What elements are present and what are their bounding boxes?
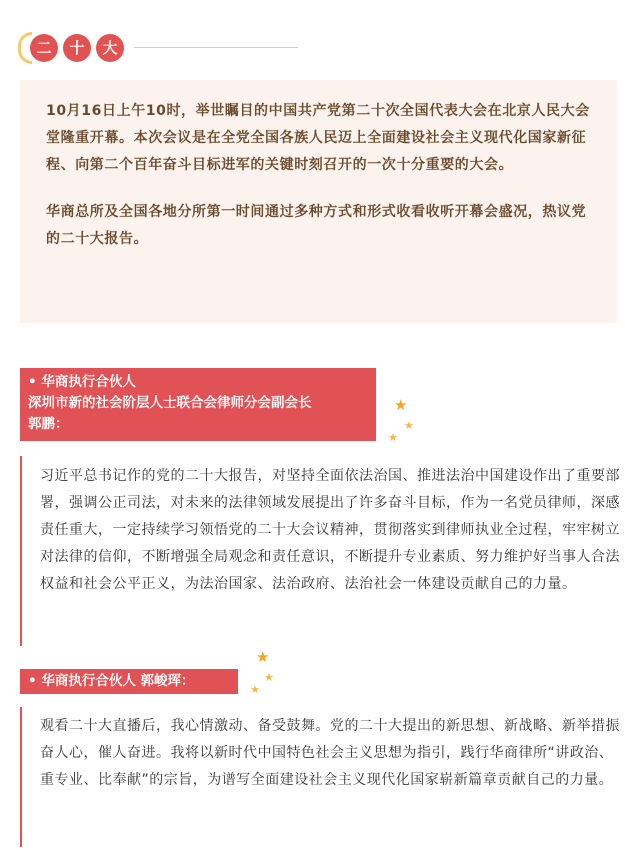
title-char-3: 大 <box>96 34 124 62</box>
title-char-1: 二 <box>30 34 58 62</box>
star-icon: ★ <box>404 419 414 432</box>
title-divider <box>134 47 298 48</box>
section-title <box>18 30 298 66</box>
intro-paragraph-1: 10月16日上午10时，举世瞩目的中国共产党第二十次全国代表大会在北京人民大会堂隆重开幕。本次会议是在全党全国各族人民迈上全面建设社会主义现代化国家新征程、向第二个百年奋斗目标进军的关键时刻召开的一次十分重要的大会。 <box>46 103 590 173</box>
title-char-2: 十 <box>63 34 91 62</box>
star-icon: ★ <box>394 396 408 414</box>
star-icon: ★ <box>388 431 398 444</box>
banner-line: • 华商执行合伙人 <box>28 374 136 390</box>
speaker-banner-1 <box>20 368 376 441</box>
intro-box <box>20 80 617 323</box>
star-icon: ★ <box>256 648 270 666</box>
quote-text: 观看二十大直播后，我心情激动、备受鼓舞。党的二十大提出的新思想、新战略、新举措振奋人心，催人奋进。我将以新时代中国特色社会主义思想为指引，践行华商律所“讲政治、重专业、比奉献”的宗旨，为谱写全面建设社会主义现代化国家崭新篇章贡献自己的力量。 <box>40 718 620 788</box>
banner-line: • 华商执行合伙人 郭峻珲： <box>28 673 195 689</box>
speaker-quote-1 <box>20 456 620 646</box>
star-icon: ★ <box>264 671 274 684</box>
speaker-quote-2 <box>20 707 620 847</box>
speaker-banner-2 <box>20 669 238 694</box>
intro-paragraph-2: 华商总所及全国各地分所第一时间通过多种方式和形式收看收听开幕会盛况，热议党的二十大报告。 <box>46 204 587 247</box>
banner-line: 郭鹏： <box>28 416 69 432</box>
quote-text: 习近平总书记作的党的二十大报告，对坚持全面依法治国、推进法治中国建设作出了重要部署，强调公正司法，对未来的法律领域发展提出了许多奋斗目标，作为一名党员律师，深感责任重大，一定持续学习领悟党的二十大会议精神，贯彻落实到律师执业全过程，牢牢树立对法律的信仰，不断增强全局观念和责任意识，不断提升专业素质、努力维护好当事人合法权益和社会公平正义，为法治国家、法治政府、法治社会一体建设贡献自己的力量。 <box>40 468 620 592</box>
star-icon: ★ <box>250 683 260 696</box>
banner-line: 深圳市新的社会阶层人士联合会律师分会副会长 <box>28 395 312 411</box>
